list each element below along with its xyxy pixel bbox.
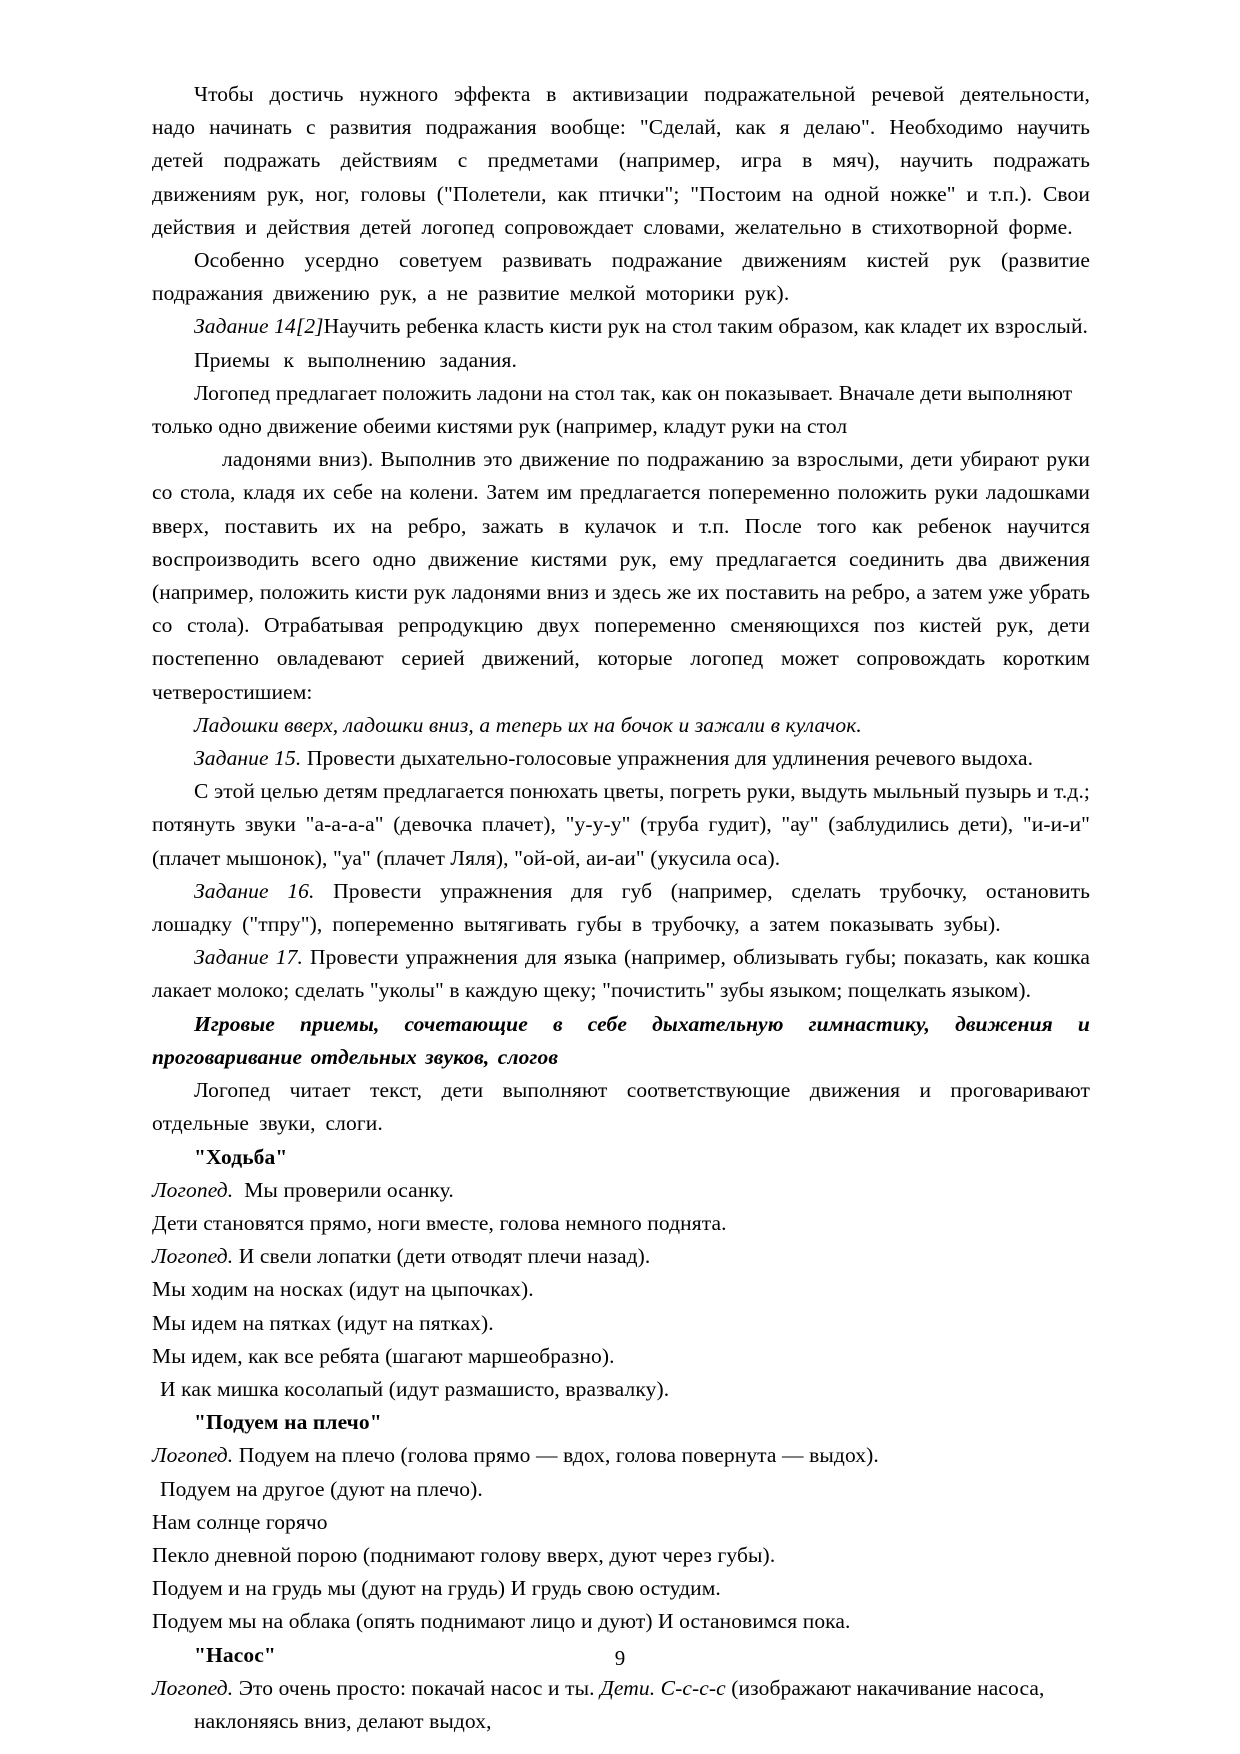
line-posture	[152, 1174, 1090, 1207]
task-17-text: Провести упражнения для языка (например, облизывать губы; показать, как кошка лакает молоко; сделать "уколы" в каждую щеку; "почистить" зубы языком; пощелкать языком).	[152, 945, 1090, 1003]
speaker-label-children: Дети. С-с-с-с	[600, 1675, 726, 1700]
line-walk-march: Мы идем, как все ребята (шагают маршеобразно).	[152, 1343, 615, 1368]
line-walk-heels: Мы идем на пятках (идут на пятках).	[152, 1310, 494, 1335]
line-blow-chest: Подуем и на грудь мы (дуют на грудь) И грудь свою остудим.	[152, 1576, 721, 1601]
task-14-label: Задание 14[2]	[194, 314, 324, 339]
speaker-label-logoped: Логопед.	[152, 1244, 234, 1269]
subheading-walking: "Ходьба"	[194, 1144, 288, 1169]
line-baked-day: Пекло дневной порою (поднимают голову вверх, дуют через губы).	[152, 1542, 776, 1567]
speaker-label-logoped: Логопед.	[152, 1177, 234, 1202]
line-sun-hot: Нам солнце горячо	[152, 1509, 328, 1534]
paragraph-palms-down: ладонями вниз). Выполнив это движение по подражанию за взрослыми, дети убирают руки со стола, кладя их себе на колени. Затем им предлагается попеременно положить руки ладошками вверх, поставить их на ребро, зажать в кулачок и т.п. После того как ребенок научится воспроизводить всего одно движение кистями рук, ему предлагается соединить два движения (например, положить кисти рук ладонями вниз и здесь же их поставить на ребро, а затем уже убрать со стола). Отрабатывая репродукцию двух попеременно сменяющихся поз кистей рук, дети постепенно овладевают серией движений, которые логопед может сопровождать коротким четверостишием:	[152, 447, 1090, 704]
task-17-label: Задание 17.	[194, 945, 303, 970]
subheading-blow-on-shoulder: "Подуем на плечо"	[194, 1410, 382, 1435]
line-pump-action: (изображают накачивание насоса,	[731, 1675, 1045, 1700]
line-shoulder-blades-text: И свели лопатки (дети отводят плечи назад).	[238, 1244, 651, 1269]
verse-ladoshki: Ладошки вверх, ладошки вниз, а теперь их на бочок и зажали в кулачок.	[194, 712, 862, 737]
task-16-label: Задание 16.	[194, 878, 315, 903]
line-blow-shoulder-text: Подуем на плечо (голова прямо — вдох, голова повернута — выдох).	[238, 1443, 879, 1468]
task-17-paragraph	[152, 941, 1090, 1007]
page-number: 9	[614, 1646, 626, 1670]
paragraph-therapist-reads: Логопед читает текст, дети выполняют соответствующие движения и проговаривают отдельные звуки, слоги.	[152, 1078, 1090, 1136]
line-pump	[152, 1672, 1090, 1705]
line-children-stand: Дети становятся прямо, ноги вместе, голова немного поднята.	[152, 1210, 727, 1235]
speaker-label-logoped: Логопед.	[152, 1443, 234, 1468]
line-shoulder-blades	[152, 1240, 1090, 1273]
line-walk-bear: И как мишка косолапый (идут размашисто, вразвалку).	[160, 1376, 670, 1401]
paragraph-imitation-note: Особенно усердно советуем развивать подражание движениям кистей рук (развитие подражания движению рук, а не развитие мелкой моторики рук).	[152, 248, 1090, 306]
line-blow-other: Подуем на другое (дуют на плечо).	[160, 1476, 483, 1501]
task-16-text: Провести упражнения для губ (например, сделать трубочку, остановить лошадку ("тпру"), попеременно вытягивать губы в трубочку, а затем показывать зубы).	[152, 878, 1090, 937]
paragraph-methods-heading: Приемы к выполнению задания.	[194, 347, 517, 372]
task-15-label: Задание 15.	[194, 746, 302, 771]
task-15-text: Провести дыхательно-голосовые упражнения для удлинения речевого выдоха.	[306, 746, 1034, 771]
line-pump-text: Это очень просто: покачай насос и ты.	[238, 1675, 595, 1700]
paragraph-breathing-sounds: С этой целью детям предлагается понюхать цветы, погреть руки, выдуть мыльный пузырь и т.д.; потянуть звуки "а-а-а-а" (девочка плачет), "у-у-у" (труба гудит), "ау" (заблудились дети), "и-и-и" (плачет мышонок), "уа" (плачет Ляля), "ой-ой, аи-аи" (укусила оса).	[152, 779, 1090, 870]
line-blow-clouds: Подуем мы на облака (опять поднимают лицо и дуют) И остановимся пока.	[152, 1609, 851, 1634]
line-posture-text: Мы проверили осанку.	[244, 1177, 454, 1202]
line-walk-toes: Мы ходим на носках (идут на цыпочках).	[152, 1277, 534, 1302]
page-body	[152, 78, 1090, 1738]
paragraph-speech-therapist-instruction: Логопед предлагает положить ладони на стол так, как он показывает. Вначале дети выполняют только одно движение обеими кистями рук (например, кладут руки на стол	[152, 380, 1073, 439]
line-pump-continued: наклоняясь вниз, делают выдох,	[194, 1708, 492, 1733]
speaker-label-logoped: Логопед.	[152, 1675, 234, 1700]
task-16-paragraph	[152, 875, 1090, 941]
task-14-text: Научить ребенка класть кисти рук на стол таким образом, как кладет их взрослый.	[323, 314, 1089, 339]
subheading-pump: "Насос"	[194, 1642, 276, 1667]
line-blow-shoulder	[152, 1439, 1090, 1472]
section-heading-game-methods: Игровые приемы, сочетающие в себе дыхательную гимнастику, движения и проговаривание отдельных звуков, слогов	[152, 1011, 1090, 1069]
task-14-paragraph	[152, 310, 1090, 343]
task-15-paragraph	[152, 742, 1090, 775]
paragraph-intro: Чтобы достичь нужного эффекта в активизации подражательной речевой деятельности, надо начинать с развития подражания вообще: "Сделай, как я делаю". Необходимо научить детей подражать действиям с предметами (например, игра в мяч), научить подражать движениям рук, ног, головы ("Полетели, как птички"; "Постоим на одной ножке" и т.п.). Свои действия и действия детей логопед сопровождает словами, желательно в стихотворной форме.	[152, 82, 1090, 239]
